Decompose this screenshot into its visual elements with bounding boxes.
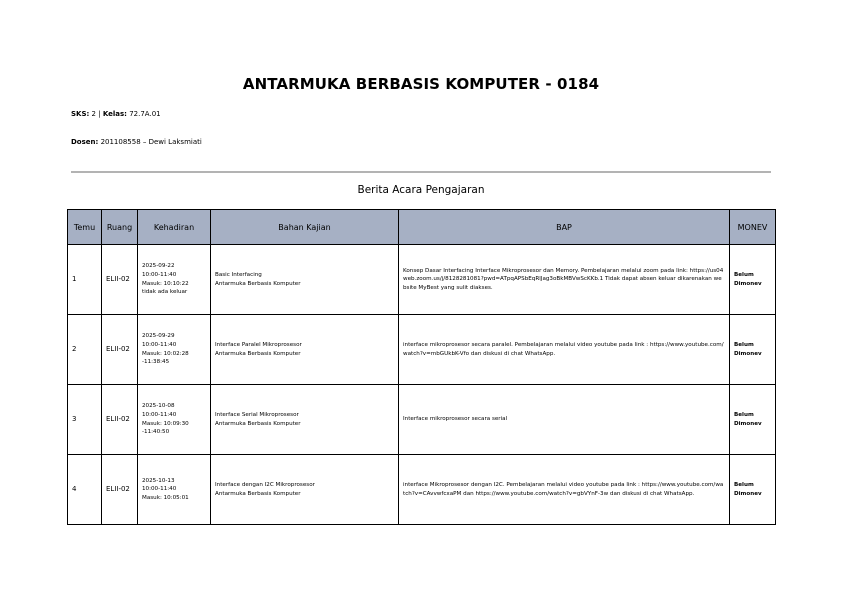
- kehadiran-time: 10:00-11:40: [142, 341, 177, 348]
- cell-bahan-kajian: [211, 245, 399, 315]
- cell-bap: Interface mikroprosesor secara serial: [399, 385, 730, 455]
- page-title: ANTARMUKA BERBASIS KOMPUTER - 0184: [242, 75, 600, 93]
- column-header-temu: Temu: [68, 210, 102, 245]
- bahan-topic: Interface Serial Mikroprosesor: [215, 411, 299, 418]
- cell-bap: interface mikroprosesor secara paralel. Pembelajaran melalui video youtube pada link : https://www.youtube.com/watch?v=mbGUkbK-Vfo dan diskusi di chat WhatsApp.: [399, 315, 730, 385]
- kehadiran-date: 2025-09-29: [142, 333, 175, 340]
- sks-label: SKS:: [71, 110, 90, 118]
- lecturer-info: [71, 138, 202, 146]
- bahan-course: Antarmuka Berbasis Komputer: [215, 490, 301, 497]
- cell-temu: 3: [68, 385, 102, 455]
- table-row: [68, 315, 776, 385]
- cell-bahan-kajian: [211, 385, 399, 455]
- bahan-course: Antarmuka Berbasis Komputer: [215, 420, 301, 427]
- table-row: [68, 245, 776, 315]
- cell-kehadiran: [138, 245, 211, 315]
- monev-status: Belum: [734, 481, 754, 488]
- cell-bahan-kajian: [211, 315, 399, 385]
- monev-status-2: Dimonev: [734, 350, 762, 357]
- kehadiran-date: 2025-09-22: [142, 263, 175, 270]
- bap-table: [67, 209, 776, 525]
- cell-monev: [730, 385, 776, 455]
- kelas-value: 72.7A.01: [129, 110, 161, 118]
- cell-kehadiran: [138, 455, 211, 525]
- cell-ruang: ELII-02: [102, 455, 138, 525]
- kehadiran-in: Masuk: 10:05:01: [142, 494, 189, 501]
- column-header-bap: BAP: [399, 210, 730, 245]
- kehadiran-out: -11:38:45: [142, 359, 170, 366]
- monev-status-2: Dimonev: [734, 280, 762, 287]
- cell-ruang: ELII-02: [102, 385, 138, 455]
- column-header-monev: MONEV: [730, 210, 776, 245]
- kehadiran-time: 10:00-11:40: [142, 271, 177, 278]
- kehadiran-time: 10:00-11:40: [142, 486, 177, 493]
- cell-monev: [730, 455, 776, 525]
- bahan-course: Antarmuka Berbasis Komputer: [215, 280, 301, 287]
- cell-bap: Konsep Dasar Interfacing Interface Mikroprosesor dan Memory. Pembelajaran melalui zoom pada link: https://us04web.zoom.us/j/8128281081?pwd=ATpqAPSbEqRlJag3oBkMBVwScKKb.1 Tidak dapat absen keluar dikarenakan website MyBest yang sulit diakses.: [399, 245, 730, 315]
- cell-bap: interface Mikroprosesor dengan I2C. Pembelajaran melalui video youtube pada link : https://www.youtube.com/watch?v=CAvvwfcxaPM dan https://www.youtube.com/watch?v=gbVYnF-3w dan diskusi di chat WhatsApp.: [399, 455, 730, 525]
- monev-status: Belum: [734, 271, 754, 278]
- cell-monev: [730, 315, 776, 385]
- cell-temu: 4: [68, 455, 102, 525]
- bahan-course: Antarmuka Berbasis Komputer: [215, 350, 301, 357]
- column-header-ruang: Ruang: [102, 210, 138, 245]
- cell-temu: 2: [68, 315, 102, 385]
- bahan-topic: Interface dengan I2C Mikroprosesor: [215, 481, 315, 488]
- monev-status-2: Dimonev: [734, 420, 762, 427]
- kelas-label: Kelas:: [102, 110, 127, 118]
- bahan-topic: Interface Paralel Mikroprosesor: [215, 341, 302, 348]
- cell-ruang: ELII-02: [102, 315, 138, 385]
- kehadiran-in: Masuk: 10:02:28: [142, 350, 189, 357]
- monev-status: Belum: [734, 411, 754, 418]
- kehadiran-out: -11:40:50: [142, 429, 170, 436]
- cell-kehadiran: [138, 385, 211, 455]
- kehadiran-in: Masuk: 10:10:22: [142, 280, 189, 287]
- divider: [71, 171, 771, 173]
- table-row: [68, 385, 776, 455]
- course-info: SKS: 2 | Kelas: 72.7A.01: [71, 110, 161, 118]
- bahan-topic: Basic Interfacing: [215, 271, 262, 278]
- cell-bahan-kajian: [211, 455, 399, 525]
- section-title: Berita Acara Pengajaran: [357, 184, 485, 196]
- kehadiran-out: tidak ada keluar: [142, 289, 188, 296]
- dosen-value: 201108558 – Dewi Laksmiati: [100, 138, 202, 146]
- kehadiran-date: 2025-10-08: [142, 403, 175, 410]
- cell-monev: [730, 245, 776, 315]
- sks-value: 2: [91, 110, 97, 118]
- dosen-label: Dosen:: [71, 138, 99, 146]
- column-header-bahan-kajian: Bahan Kajian: [211, 210, 399, 245]
- kehadiran-time: 10:00-11:40: [142, 411, 177, 418]
- column-header-kehadiran: Kehadiran: [138, 210, 211, 245]
- monev-status: Belum: [734, 341, 754, 348]
- monev-status-2: Dimonev: [734, 490, 762, 497]
- cell-temu: 1: [68, 245, 102, 315]
- table-header-row: [68, 210, 776, 245]
- cell-kehadiran: [138, 315, 211, 385]
- cell-ruang: ELII-02: [102, 245, 138, 315]
- table-row: [68, 455, 776, 525]
- kehadiran-in: Masuk: 10:09:30: [142, 420, 189, 427]
- kehadiran-date: 2025-10-13: [142, 477, 175, 484]
